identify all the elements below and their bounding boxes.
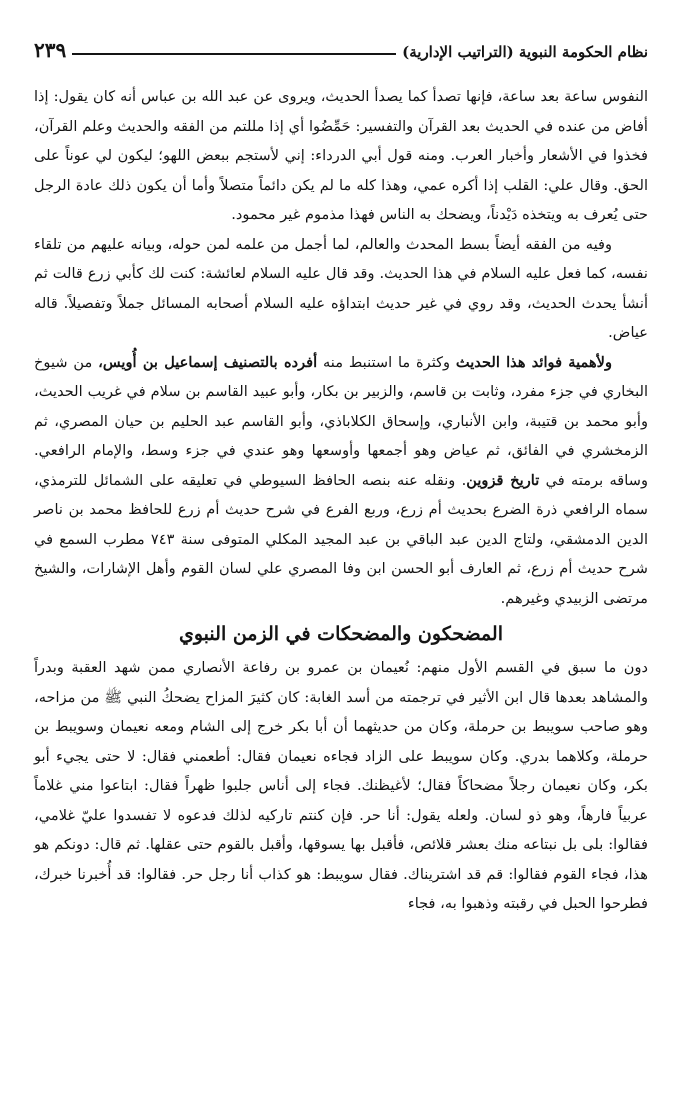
paragraph-3-bold-lead: ولأهمية فوائد هذا الحديث — [455, 353, 613, 371]
paragraph-3 — [34, 348, 648, 614]
paragraph-3-rest: من شيوخ البخاري في جزء مفرد، وثابت بن قاسم، والزبير بن بكار، وأبو عبيد القاسم بن سلام في غريب الحديث، وأبو محمد بن قتيبة، وابن الأنباري، وإسحاق الكلاباذي، وأبو القاسم عبد الحليم بن حيان المصري، ثم الزمخشري في الفائق، ثم عياض وهو أجمعها وأوسعها وهو عندي في جزء وسط، والإمام الرافعي. وساقه برمته في — [34, 353, 648, 489]
section-paragraph: دون ما سبق في القسم الأول منهم: نُعيمان بن عمرو بن رفاعة الأنصاري ممن شهد العقبة وبدراً والمشاهد بعدها قال ابن الأثير في ترجمته من أسد الغابة: كان كثيرَ المزاح يضحكُ النبي ﷺ من مزاحه، وهو صاحب سويبط بن حرملة، وكان من حديثهما أن أبا بكر خرج إلى الشام ومعه نعيمان وسويبط بن حرملة، وكلاهما بدري. وكان سويبط على الزاد فجاءه نعيمان فقال: أطعمني فقال: لا حتى يجيء أبو بكر، وكان نعيمان رجلاً مضحاكاً فقال؛ لأغيظنك. فجاء إلى أناس جلبوا ظهراً فقال: ابتاعوا مني غلاماً عربياً فارهاً، وهو ذو لسان. ولعله يقول: أنا حر. فإن كنتم تاركيه لذلك فدعوه لا تفسدوا عليّ غلامي، فقالوا: بلى بل نبتاعه منك بعشر قلائص، فأقبل بها يسوقها، وأقبل بالقوم حتى عقلها. ثم قال: دونكم هو هذا، فجاء القوم فقالوا: قم قد اشتريناك. فقال سويبط: هو كذاب أنا رجل حر. فقالوا: قد أُخبرنا خبرك، فطرحوا الحبل في رقبته وذهبوا به، فجاء — [34, 659, 648, 912]
paragraph-1: النفوس ساعة بعد ساعة، فإنها تصدأ كما يصدأ الحديث، ويروى عن عبد الله بن عباس أنه كان يقول: إذا أفاض من عنده في الحديث بعد القرآن والتفسير: حَمِّضُوا أي إذا مللتم من الفقه والحديث وعلم القرآن، فخذوا في الأشعار وأخبار العرب. ومنه قول أبي الدرداء: إني لأستجم ببعض اللهو؛ ليكون لي عوناً على الحق. وقال علي: القلب إذا أكره عمي، وهذا كله ما لم يكن دائماً متصلاً وأما أن يكون ذلك عادة الرجل حتى يُعرف به ويتخذه دَيْدناً، ويضحك به الناس فهذا مذموم غير محمود. — [34, 88, 648, 223]
paragraph-3-bold-end: تاريخ قزوين — [466, 471, 540, 489]
section-heading: المضحكون والمضحكات في الزمن النبوي — [179, 623, 503, 645]
header-rule — [72, 53, 396, 55]
running-title: نظام الحكومة النبوية (التراتيب الإدارية) — [402, 43, 648, 61]
page-number: ٢٣٩ — [34, 38, 67, 62]
paragraph-3-bold-mid: أفرده بالتصنيف إسماعيل بن أُويس، — [98, 353, 318, 371]
paragraph-2: وفيه من الفقه أيضاً بسط المحدث والعالم، لما أجمل من علمه لمن حوله، وبيانه عليهم من تلقاء نفسه، كما فعل عليه السلام في هذا الحديث. وقد قال عليه السلام لعائشة: كنت لك كأبي زرع قالت ثم أنشأ يحدث الحديث، وقد روي في غير حديث ابتداؤه عليه السلام أصحابه المسائل جملاً وتفصيلاً. قاله عياض. — [34, 235, 648, 341]
paragraph-3-mid: وكثرة ما استنبط منه — [317, 353, 456, 371]
page-body — [34, 82, 648, 919]
running-header — [34, 30, 648, 60]
paragraph-3-tail: . ونقله عنه بنصه الحافظ السيوطي في تعليقه على الشمائل للترمذي، سماه الرافعي ذرة الضرع بحديث أم زرع، وربع الفرع في شرح حديث أم زرع للحافظ محمد بن ناصر الدين الدمشقي، ولتاج الدين عبد الباقي بن عبد المجيد المكلي المتوفى سنة ٧٤٣ مطرب السمع في شرح حديث أم زرع، ثم العارف أبو الحسن ابن وفا المصري علي لسان القوم وأهل الإشارات، والشيخ مرتضى الزبيدي وغيرهم. — [34, 471, 648, 607]
